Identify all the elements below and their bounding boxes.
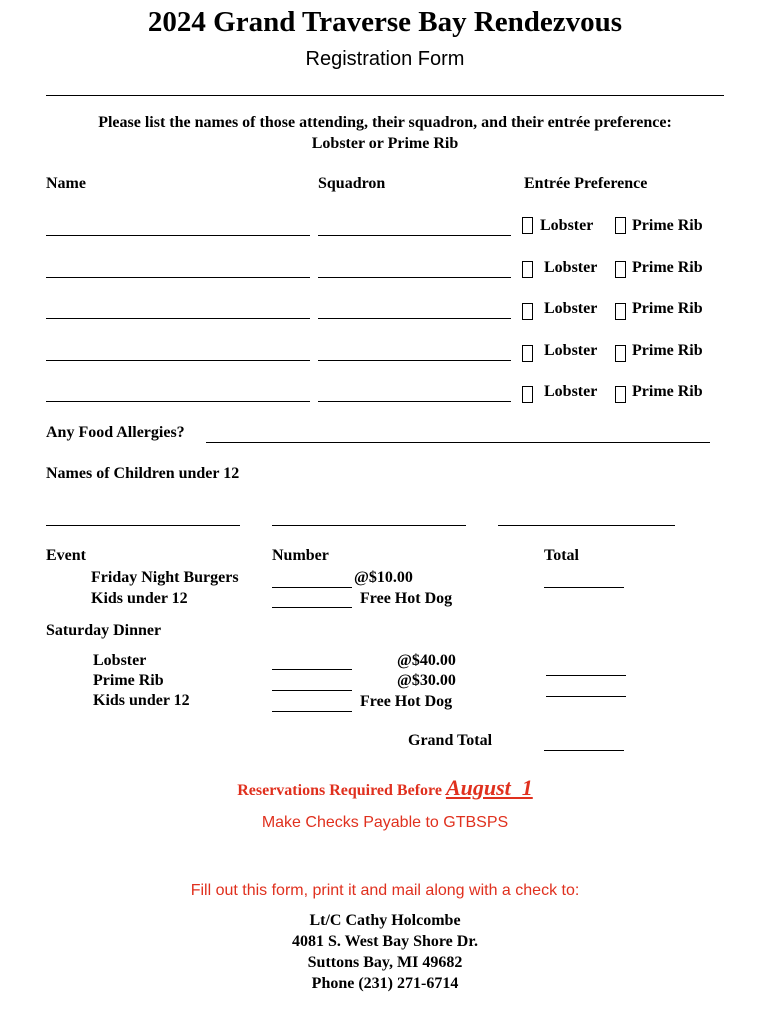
friday-kids-label: Kids under 12 xyxy=(91,590,188,607)
saturday-prime-rib-label: Prime Rib xyxy=(93,672,164,689)
attendee-name-field[interactable] xyxy=(46,277,310,278)
friday-kids-number-field[interactable] xyxy=(272,607,352,608)
address-street: 4081 S. West Bay Shore Dr. xyxy=(292,933,478,950)
instructions-line-2: Lobster or Prime Rib xyxy=(311,135,459,152)
lobster-option-label: Lobster xyxy=(544,383,598,400)
attendee-name-field[interactable] xyxy=(46,360,310,361)
mail-instructions: Fill out this form, print it and mail along with a check to: xyxy=(190,882,580,899)
number-column-header: Number xyxy=(272,547,329,564)
prime-rib-option-label: Prime Rib xyxy=(632,300,703,317)
child-name-field-3[interactable] xyxy=(498,525,675,526)
prime-rib-checkbox[interactable] xyxy=(615,345,626,362)
grand-total-label: Grand Total xyxy=(408,732,493,749)
total-column-header: Total xyxy=(544,547,579,564)
saturday-prime-rib-price: @$30.00 xyxy=(397,672,456,689)
prime-rib-option-label: Prime Rib xyxy=(632,259,703,276)
attendee-name-field[interactable] xyxy=(46,235,310,236)
attendee-squadron-field[interactable] xyxy=(318,277,511,278)
reservations-prefix: Reservations Required Before xyxy=(237,782,442,799)
attendee-squadron-field[interactable] xyxy=(318,318,511,319)
friday-burgers-number-field[interactable] xyxy=(272,587,352,588)
grand-total-field[interactable] xyxy=(544,750,624,751)
address-phone: Phone (231) 271-6714 xyxy=(311,975,459,992)
friday-burgers-price: @$10.00 xyxy=(354,569,413,586)
lobster-option-label: Lobster xyxy=(544,342,598,359)
saturday-kids-label: Kids under 12 xyxy=(93,692,190,709)
saturday-lobster-label: Lobster xyxy=(93,652,147,669)
saturday-lobster-price: @$40.00 xyxy=(397,652,456,669)
column-header-name: Name xyxy=(46,175,86,192)
lobster-checkbox[interactable] xyxy=(522,345,533,362)
saturday-dinner-label: Saturday Dinner xyxy=(46,622,162,639)
friday-kids-price: Free Hot Dog xyxy=(360,590,453,607)
saturday-kids-price: Free Hot Dog xyxy=(360,693,453,710)
attendee-name-field[interactable] xyxy=(46,318,310,319)
lobster-option-label: Lobster xyxy=(540,217,594,234)
prime-rib-checkbox[interactable] xyxy=(615,217,626,234)
lobster-checkbox[interactable] xyxy=(522,261,533,278)
address-name: Lt/C Cathy Holcombe xyxy=(309,912,461,929)
prime-rib-option-label: Prime Rib xyxy=(632,383,703,400)
lobster-checkbox[interactable] xyxy=(522,217,533,234)
saturday-prime-rib-number-field[interactable] xyxy=(272,690,352,691)
lobster-checkbox[interactable] xyxy=(522,303,533,320)
friday-total-field[interactable] xyxy=(544,587,624,588)
allergies-field[interactable] xyxy=(206,442,710,443)
column-header-squadron: Squadron xyxy=(318,175,386,192)
lobster-option-label: Lobster xyxy=(544,259,598,276)
saturday-lobster-number-field[interactable] xyxy=(272,669,352,670)
child-name-field-2[interactable] xyxy=(272,525,466,526)
reservations-notice xyxy=(0,775,770,801)
lobster-checkbox[interactable] xyxy=(522,386,533,403)
attendee-squadron-field[interactable] xyxy=(318,360,511,361)
event-column-header: Event xyxy=(46,547,86,564)
header-divider xyxy=(46,95,724,96)
child-name-field-1[interactable] xyxy=(46,525,240,526)
attendee-name-field[interactable] xyxy=(46,401,310,402)
instructions-line-1: Please list the names of those attending, their squadron, and their entrée preference: xyxy=(98,114,672,131)
saturday-kids-number-field[interactable] xyxy=(272,711,352,712)
saturday-total-field-1[interactable] xyxy=(546,675,626,676)
prime-rib-checkbox[interactable] xyxy=(615,303,626,320)
prime-rib-checkbox[interactable] xyxy=(615,261,626,278)
prime-rib-option-label: Prime Rib xyxy=(632,342,703,359)
form-title: 2024 Grand Traverse Bay Rendezvous xyxy=(147,6,623,38)
friday-burgers-label: Friday Night Burgers xyxy=(91,569,239,586)
prime-rib-option-label: Prime Rib xyxy=(632,217,703,234)
reservations-date: August 1 xyxy=(445,775,533,800)
address-city: Suttons Bay, MI 49682 xyxy=(307,954,463,971)
form-subtitle: Registration Form xyxy=(305,48,465,70)
attendee-squadron-field[interactable] xyxy=(318,401,511,402)
column-header-entree: Entrée Preference xyxy=(524,175,648,192)
prime-rib-checkbox[interactable] xyxy=(615,386,626,403)
checks-payable-note: Make Checks Payable to GTBSPS xyxy=(261,814,509,831)
allergies-label: Any Food Allergies? xyxy=(46,424,185,441)
children-label: Names of Children under 12 xyxy=(46,465,240,482)
attendee-squadron-field[interactable] xyxy=(318,235,511,236)
lobster-option-label: Lobster xyxy=(544,300,598,317)
saturday-total-field-2[interactable] xyxy=(546,696,626,697)
